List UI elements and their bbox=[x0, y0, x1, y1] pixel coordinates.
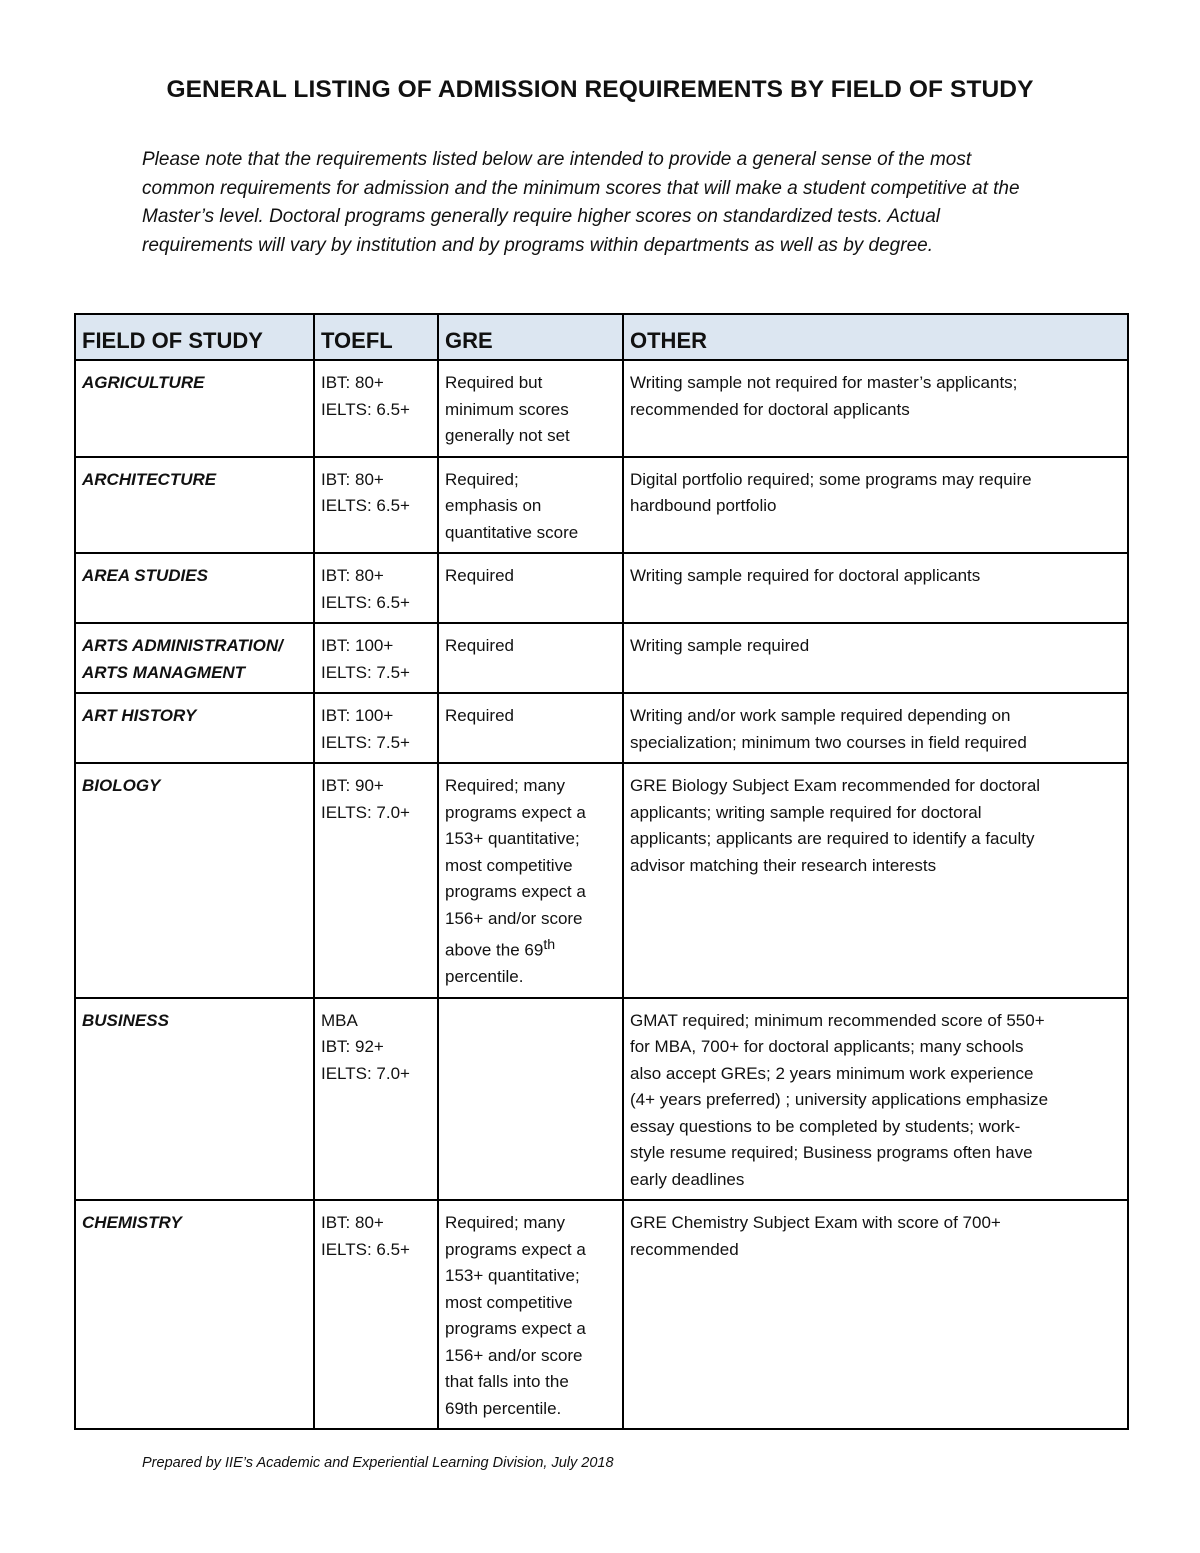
other-line: Writing sample required bbox=[630, 636, 810, 655]
gre-line: that falls into the bbox=[445, 1372, 569, 1392]
other-cell bbox=[623, 457, 1128, 554]
other-line: (4+ years preferred) ; university applications emphasize bbox=[630, 1090, 1049, 1110]
other-line: applicants; writing sample required for doctoral bbox=[630, 802, 982, 822]
field-of-study-cell bbox=[75, 998, 314, 1201]
gre-line: Required; bbox=[445, 469, 519, 489]
gre-line: programs expect a bbox=[445, 1239, 586, 1259]
header-gre: GRE bbox=[438, 314, 623, 360]
toefl-cell bbox=[314, 693, 438, 763]
field-of-study-cell bbox=[75, 360, 314, 457]
toefl-line: IBT: 92+ bbox=[321, 1037, 384, 1057]
table-row bbox=[75, 998, 1128, 1201]
gre-line: most competitive bbox=[445, 1292, 573, 1312]
toefl-line: IBT: 80+ bbox=[321, 1213, 384, 1233]
other-line: recommended for doctoral applicants bbox=[630, 399, 910, 419]
header-field-of-study: FIELD OF STUDY bbox=[75, 314, 314, 360]
gre-line: Required; many bbox=[445, 776, 566, 795]
field-of-study-cell bbox=[75, 623, 314, 693]
gre-line: programs expect a bbox=[445, 802, 586, 822]
toefl-cell bbox=[314, 553, 438, 623]
toefl-line: IBT: 80+ bbox=[321, 469, 384, 489]
gre-cell bbox=[438, 1200, 623, 1429]
field-of-study-cell bbox=[75, 457, 314, 554]
other-line: early deadlines bbox=[630, 1169, 745, 1189]
gre-cell bbox=[438, 763, 623, 998]
field-line: BIOLOGY bbox=[82, 776, 161, 795]
table-row bbox=[75, 623, 1128, 693]
other-cell bbox=[623, 360, 1128, 457]
other-line: GRE Chemistry Subject Exam with score of 700+ bbox=[630, 1213, 1001, 1233]
page-title: GENERAL LISTING OF ADMISSION REQUIREMENTS BY FIELD OF STUDY bbox=[166, 76, 1034, 103]
toefl-cell bbox=[314, 360, 438, 457]
toefl-line: IELTS: 6.5+ bbox=[321, 496, 410, 515]
other-cell bbox=[623, 1200, 1128, 1429]
other-line: GMAT required; minimum recommended score of 550+ bbox=[630, 1010, 1045, 1030]
field-of-study-cell bbox=[75, 1200, 314, 1429]
header-other: OTHER bbox=[623, 314, 1128, 360]
requirements-table bbox=[74, 313, 1129, 1430]
toefl-cell bbox=[314, 998, 438, 1201]
field-line: ART HISTORY bbox=[82, 706, 197, 725]
gre-line: most competitive bbox=[445, 855, 573, 875]
field-line: AGRICULTURE bbox=[82, 373, 205, 392]
gre-cell bbox=[438, 457, 623, 554]
gre-line: Required; many bbox=[445, 1213, 566, 1233]
gre-line: 69th percentile. bbox=[445, 1398, 562, 1418]
other-cell bbox=[623, 763, 1128, 998]
gre-cell bbox=[438, 553, 623, 623]
other-line: GRE Biology Subject Exam recommended for doctoral bbox=[630, 776, 1041, 795]
field-line: AREA STUDIES bbox=[82, 566, 208, 585]
table-row bbox=[75, 553, 1128, 623]
gre-line bbox=[445, 932, 616, 964]
field-of-study-cell bbox=[75, 553, 314, 623]
gre-line: 156+ and/or score bbox=[445, 908, 583, 928]
other-line: advisor matching their research interests bbox=[630, 855, 937, 875]
field-of-study-cell bbox=[75, 693, 314, 763]
field-line: ARTS ADMINISTRATION/ bbox=[82, 636, 283, 655]
gre-line: programs expect a bbox=[445, 882, 586, 901]
toefl-line: IELTS: 7.5+ bbox=[321, 732, 410, 752]
toefl-line: IELTS: 6.5+ bbox=[321, 1239, 410, 1259]
gre-line: 153+ quantitative; bbox=[445, 829, 580, 848]
toefl-line: IELTS: 6.5+ bbox=[321, 592, 410, 612]
toefl-line: IELTS: 7.5+ bbox=[321, 662, 410, 682]
gre-line: minimum scores bbox=[445, 399, 569, 419]
toefl-line: IELTS: 7.0+ bbox=[321, 802, 410, 822]
other-line: applicants; applicants are required to identify a faculty bbox=[630, 829, 1035, 848]
other-cell bbox=[623, 693, 1128, 763]
gre-line-text: above the 69 bbox=[445, 940, 544, 960]
gre-line: Required bbox=[445, 566, 514, 585]
other-line: specialization; minimum two courses in field required bbox=[630, 732, 1027, 752]
field-of-study-cell bbox=[75, 763, 314, 998]
other-line: Writing sample required for doctoral applicants bbox=[630, 566, 981, 585]
table-row bbox=[75, 1200, 1128, 1429]
toefl-line: IBT: 100+ bbox=[321, 706, 394, 725]
toefl-line: IELTS: 7.0+ bbox=[321, 1063, 410, 1083]
toefl-cell bbox=[314, 623, 438, 693]
other-line: recommended bbox=[630, 1239, 739, 1259]
gre-line: percentile. bbox=[445, 967, 524, 987]
footer-note: Prepared by IIE’s Academic and Experiential Learning Division, July 2018 bbox=[142, 1455, 614, 1471]
table-header-row bbox=[75, 314, 1128, 360]
gre-cell bbox=[438, 360, 623, 457]
other-line: Writing and/or work sample required depending on bbox=[630, 706, 1011, 725]
intro-paragraph: Please note that the requirements listed below are intended to provide a general sense of the most common requirements for admission and the minimum scores that will make a student competitive at the Master’s level. Doctoral programs generally require higher scores on standardized tests. Actual requirements will vary by institution and by programs within departments as well as by degree. bbox=[142, 149, 1020, 256]
gre-line: Required bbox=[445, 706, 514, 725]
toefl-line: IBT: 90+ bbox=[321, 776, 384, 795]
other-line: essay questions to be completed by students; work- bbox=[630, 1116, 1021, 1136]
gre-cell bbox=[438, 998, 623, 1201]
other-line: Writing sample not required for master’s applicants; bbox=[630, 373, 1018, 392]
gre-line: quantitative score bbox=[445, 522, 579, 542]
header-toefl: TOEFL bbox=[314, 314, 438, 360]
toefl-cell bbox=[314, 457, 438, 554]
other-line: also accept GREs; 2 years minimum work experience bbox=[630, 1063, 1034, 1083]
toefl-cell bbox=[314, 1200, 438, 1429]
field-line: BUSINESS bbox=[82, 1010, 169, 1030]
ordinal-superscript: th bbox=[543, 937, 556, 953]
gre-cell bbox=[438, 623, 623, 693]
other-cell bbox=[623, 553, 1128, 623]
toefl-line: IBT: 80+ bbox=[321, 373, 384, 392]
table-row bbox=[75, 360, 1128, 457]
field-line: ARCHITECTURE bbox=[82, 469, 217, 489]
gre-line: programs expect a bbox=[445, 1319, 586, 1339]
other-cell bbox=[623, 998, 1128, 1201]
other-line: for MBA, 700+ for doctoral applicants; many schools bbox=[630, 1037, 1024, 1057]
gre-line: Required bbox=[445, 636, 514, 655]
gre-line: Required but bbox=[445, 373, 543, 392]
gre-line: 153+ quantitative; bbox=[445, 1266, 580, 1286]
gre-line: emphasis on bbox=[445, 496, 542, 515]
field-line: CHEMISTRY bbox=[82, 1213, 182, 1233]
other-line: hardbound portfolio bbox=[630, 496, 777, 515]
table-row bbox=[75, 457, 1128, 554]
gre-line: 156+ and/or score bbox=[445, 1345, 583, 1365]
toefl-line: IBT: 80+ bbox=[321, 566, 384, 585]
table-row bbox=[75, 693, 1128, 763]
gre-cell bbox=[438, 693, 623, 763]
gre-line: generally not set bbox=[445, 426, 570, 445]
toefl-line: MBA bbox=[321, 1010, 358, 1030]
other-line: style resume required; Business programs often have bbox=[630, 1143, 1033, 1163]
table-row bbox=[75, 763, 1128, 998]
toefl-line: IELTS: 6.5+ bbox=[321, 399, 410, 419]
other-cell bbox=[623, 623, 1128, 693]
toefl-cell bbox=[314, 763, 438, 998]
field-line: ARTS MANAGMENT bbox=[82, 662, 246, 682]
toefl-line: IBT: 100+ bbox=[321, 636, 394, 655]
other-line: Digital portfolio required; some programs may require bbox=[630, 469, 1032, 489]
